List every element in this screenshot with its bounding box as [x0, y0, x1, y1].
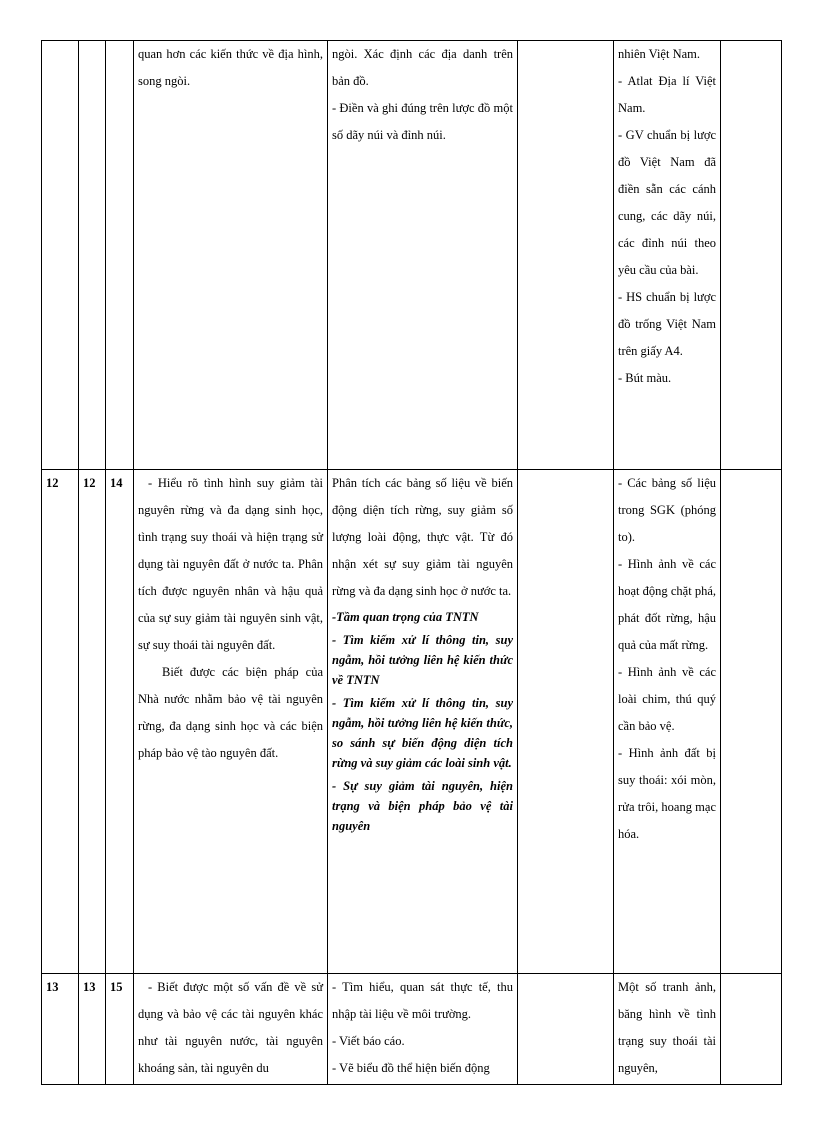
objectives-cell — [134, 974, 328, 1085]
table-row — [42, 41, 782, 470]
material-text: - Bút màu. — [618, 371, 672, 385]
materials-cell — [614, 974, 721, 1085]
objective-text: - Biết được một số vấn đề về sử dụng và bảo vệ các tài nguyên khác như tài nguyên nước, tài nguyên khoáng sản, tài nguyên du — [138, 980, 323, 1075]
material-text: - Hình ảnh về các hoạt động chặt phá, phát đốt rừng, hậu quả của mất rừng. — [618, 557, 716, 652]
method-cell — [518, 41, 614, 470]
lesson-number-cell: 15 — [106, 974, 134, 1085]
table-row — [42, 974, 782, 1085]
skills-cell — [328, 41, 518, 470]
skill-text: - Vẽ biểu đồ thể hiện biến động — [332, 1061, 490, 1075]
life-skill-text: -Tầm quan trọng của TNTN — [332, 610, 479, 624]
material-text: - HS chuẩn bị lược đồ trống Việt Nam trên giấy A4. — [618, 290, 716, 358]
method-cell — [518, 974, 614, 1085]
life-skill-text: - Tìm kiếm xử lí thông tin, suy ngẫm, hồi tưởng liên hệ kiến thức, so sánh sự biến động diện tích rừng và suy giảm các loài sinh vật. — [332, 696, 513, 770]
note-cell — [721, 41, 782, 470]
method-cell — [518, 470, 614, 974]
lesson-number-cell — [106, 41, 134, 470]
skill-text: - Tìm hiểu, quan sát thực tế, thu nhập tài liệu về môi trường. — [332, 980, 513, 1021]
material-text: - Hình ảnh về các loài chim, thú quý cần bảo vệ. — [618, 665, 716, 733]
table-row — [42, 470, 782, 974]
skill-text: Phân tích các bảng số liệu về biến động diện tích rừng, suy giảm số lượng loài động, thực vật. Từ đó nhận xét sự suy giảm tài nguyên rừng và đa dạng sinh học ở nước ta. — [332, 476, 513, 598]
lesson-number-cell: 14 — [106, 470, 134, 974]
objectives-cell — [134, 470, 328, 974]
skill-text: - Điền và ghi đúng trên lược đồ một số dãy núi và đỉnh núi. — [332, 101, 513, 142]
material-text: Một số tranh ảnh, băng hình về tình trạng suy thoái tài nguyên, — [618, 980, 716, 1075]
materials-cell — [614, 470, 721, 974]
week-number-cell: 12 — [79, 470, 106, 974]
week-number-cell — [79, 41, 106, 470]
note-cell — [721, 974, 782, 1085]
week-cell: 12 — [42, 470, 79, 974]
objective-text: quan hơn các kiến thức về địa hình, song ngòi. — [138, 47, 323, 88]
material-text: - GV chuẩn bị lược đồ Việt Nam đã điền sẵn các cánh cung, các dãy núi, các đỉnh núi theo yêu cầu của bài. — [618, 128, 716, 277]
material-text: - Hình ảnh đất bị suy thoái: xói mòn, rửa trôi, hoang mạc hóa. — [618, 746, 716, 841]
skills-cell — [328, 974, 518, 1085]
skills-cell — [328, 470, 518, 974]
objective-text: - Hiểu rõ tình hình suy giảm tài nguyên rừng và đa dạng sinh học, tình trạng suy thoái và hiện trạng sử dụng tài nguyên đất ở nước ta. Phân tích được nguyên nhân và hậu quả của sự suy giảm tài nguyên sinh vật, sự suy thoái tài nguyên đất. — [138, 476, 323, 652]
objectives-cell — [134, 41, 328, 470]
skill-text: - Viết báo cáo. — [332, 1034, 405, 1048]
material-text: - Atlat Địa lí Việt Nam. — [618, 74, 716, 115]
lesson-plan-table — [41, 40, 782, 1085]
objective-text: Biết được các biện pháp của Nhà nước nhằm bảo vệ tài nguyên rừng, đa dạng sinh học và các biện pháp bảo vệ tào nguyên đất. — [138, 665, 323, 760]
material-text: nhiên Việt Nam. — [618, 47, 700, 61]
week-cell — [42, 41, 79, 470]
week-cell: 13 — [42, 974, 79, 1085]
materials-cell — [614, 41, 721, 470]
week-number-cell: 13 — [79, 974, 106, 1085]
life-skill-text: - Sự suy giảm tài nguyên, hiện trạng và biện pháp bảo vệ tài nguyên — [332, 779, 513, 833]
material-text: - Các bảng số liệu trong SGK (phóng to). — [618, 476, 716, 544]
skill-text: ngòi. Xác định các địa danh trên bản đồ. — [332, 47, 513, 88]
life-skill-text: - Tìm kiếm xử lí thông tin, suy ngẫm, hồi tưởng liên hệ kiến thức về TNTN — [332, 633, 513, 687]
note-cell — [721, 470, 782, 974]
